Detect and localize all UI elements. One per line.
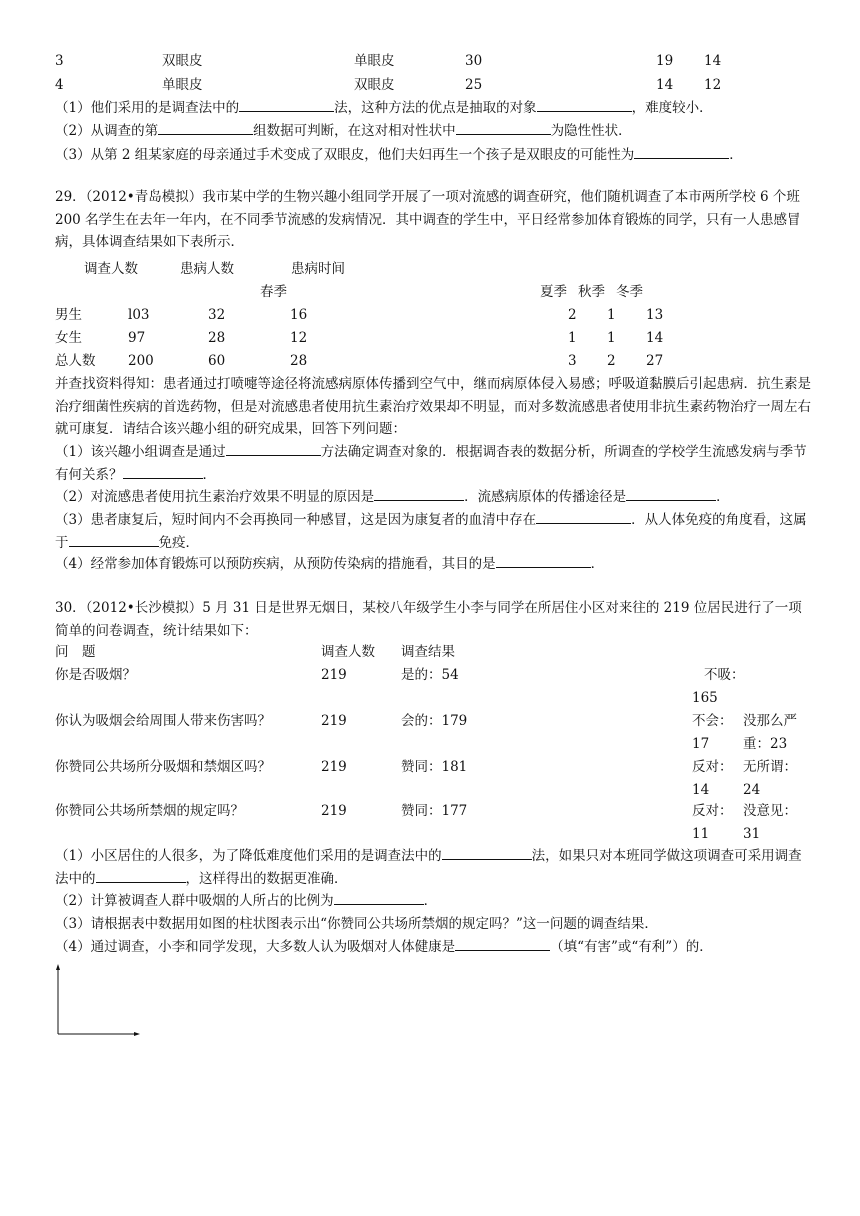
q29-info: 并查找资料得知：患者通过打喷嚏等途径将流感病原体传播到空气中，继而病原体侵入易感；呼吸道黏膜后引起患病．抗生素是治疗细菌性疾病的首选药物，但是对流感患者使用抗生素治疗效果却不明显，而对多数流感患者使用非抗生素药物治疗一周左右就可康复．请结合该兴趣小组的研究成果，回答下列问题： bbox=[55, 376, 811, 437]
result-3-value: 重：23 bbox=[743, 736, 788, 752]
q29-sub3 bbox=[55, 509, 815, 554]
q29-sub1 bbox=[55, 441, 815, 486]
summer-count: 1 bbox=[568, 330, 577, 346]
q28-sub3-text-a: （3）从第 2 组某家庭的母亲通过手术变成了双眼皮，他们夫妇再生一个孩子是双眼皮的可能性为 bbox=[55, 147, 635, 163]
single-eyelid-count: 12 bbox=[704, 77, 722, 93]
sick-count: 28 bbox=[208, 330, 226, 346]
result-2-label: 不吸： bbox=[704, 667, 745, 683]
result-3-value: 24 bbox=[743, 782, 761, 798]
q30-sub1 bbox=[55, 845, 815, 890]
result-2-value: 14 bbox=[692, 782, 710, 798]
result-1: 赞同：177 bbox=[401, 803, 468, 819]
q28-sub1-text-c: ，难度较小． bbox=[631, 100, 713, 116]
sick-count: 60 bbox=[208, 353, 226, 369]
q29-sub2-text-a: （2）对流感患者使用抗生素治疗效果不明显的原因是 bbox=[55, 489, 375, 505]
q28-sub2-text-a: （2）从调查的第 bbox=[55, 123, 159, 139]
y-axis-arrow-icon bbox=[56, 964, 60, 970]
q28-sub2-text-b: 组数据可判断，在这对相对性状中 bbox=[253, 123, 456, 139]
survey-count: 219 bbox=[321, 667, 347, 683]
q28-sub2 bbox=[55, 120, 632, 143]
double-eyelid-count: 19 bbox=[656, 53, 674, 69]
q29-sub2-text-c: ． bbox=[716, 489, 730, 505]
survey-count: 219 bbox=[321, 713, 347, 729]
answer-blank[interactable] bbox=[123, 464, 203, 479]
surveyed-count: 200 bbox=[128, 353, 154, 369]
mother-trait: 双眼皮 bbox=[354, 77, 395, 93]
group-number: 3 bbox=[55, 53, 64, 69]
header-count: 调查人数 bbox=[321, 644, 375, 660]
winter-count: 27 bbox=[646, 353, 664, 369]
survey-question: 你赞同公共场所禁烟的规定吗？ bbox=[55, 803, 244, 819]
q29-sub4-text-b: ． bbox=[590, 556, 605, 572]
q28-sub1-text-a: （1）他们采用的是调查法中的 bbox=[55, 100, 240, 116]
q29-sub4-text-a: （4）经常参加体育锻炼可以预防疾病，从预防传染病的措施看，其目的是 bbox=[55, 556, 496, 572]
q30-intro: 30．（2012•长沙模拟）5 月 31 日是世界无烟日，某校八年级学生小李与同学在所居住小区对来往的 219 位居民进行了一项简单的问卷调查，统计结果如下： bbox=[55, 600, 802, 639]
mother-trait: 单眼皮 bbox=[354, 53, 395, 69]
q28-sub3 bbox=[55, 144, 743, 167]
autumn-count: 1 bbox=[607, 330, 616, 346]
row-label: 男生 bbox=[55, 307, 82, 323]
result-1: 赞同：181 bbox=[401, 759, 468, 775]
result-3-label: 没那么严 bbox=[743, 713, 797, 729]
q29-sub3-text-c: 免疫． bbox=[158, 534, 199, 551]
answer-blank[interactable] bbox=[226, 441, 321, 456]
row-label: 总人数 bbox=[55, 353, 96, 369]
q29-sub2-text-b: ．流感病原体的传播途径是 bbox=[464, 489, 627, 505]
survey-question: 你赞同公共场所分吸烟和禁烟区吗？ bbox=[55, 759, 271, 775]
sick-count: 32 bbox=[208, 307, 226, 323]
answer-blank[interactable] bbox=[374, 486, 464, 501]
q30-sub2-text-a: （2）计算被调查人群中吸烟的人所占的比例为 bbox=[55, 893, 334, 909]
result-1: 会的：179 bbox=[401, 713, 468, 729]
father-trait: 双眼皮 bbox=[162, 53, 203, 69]
result-2-value: 11 bbox=[692, 826, 710, 842]
header-sick: 患病人数 bbox=[180, 261, 234, 277]
q29-sub3-text-a: （3）患者康复后，短时间内不会再换同一种感冒，这是因为康复者的血清中存在 bbox=[55, 512, 537, 528]
header-spring: 春季 bbox=[260, 284, 287, 300]
q28-sub3-text-b: ． bbox=[729, 147, 743, 163]
answer-blank[interactable] bbox=[442, 845, 532, 860]
result-2-label: 反对： bbox=[692, 803, 733, 819]
result-1: 是的：54 bbox=[401, 667, 459, 683]
result-3-value: 31 bbox=[743, 826, 761, 842]
x-axis-arrow-icon bbox=[134, 1032, 140, 1036]
autumn-count: 2 bbox=[607, 353, 616, 369]
double-eyelid-count: 14 bbox=[656, 77, 674, 93]
q30-sub3: （3）请根据表中数据用如图的柱状图表示出“你赞同公共场所禁烟的规定吗？”这一问题的调查结果． bbox=[55, 916, 658, 932]
result-3-label: 无所谓： bbox=[743, 759, 797, 775]
q28-sub2-text-c: 为隐性性状． bbox=[550, 123, 632, 139]
answer-blank[interactable] bbox=[455, 936, 550, 951]
q30-sub2 bbox=[55, 890, 437, 913]
answer-blank[interactable] bbox=[634, 144, 729, 159]
q29-sub1-text-c: ． bbox=[202, 466, 216, 483]
header-winter: 冬季 bbox=[616, 284, 643, 300]
q30-sub4 bbox=[55, 936, 713, 959]
survey-question: 你是否吸烟？ bbox=[55, 667, 136, 683]
winter-count: 13 bbox=[646, 307, 664, 323]
q30-sub1-text-c: ，这样得出的数据更准确． bbox=[185, 870, 348, 887]
q28-sub1-text-b: 法，这种方法的优点是抽取的对象 bbox=[334, 100, 537, 116]
header-result: 调查结果 bbox=[401, 644, 455, 660]
answer-blank[interactable] bbox=[536, 509, 631, 524]
q30-sub4-text-b: （填“有害”或“有利”）的． bbox=[550, 939, 713, 955]
group-number: 4 bbox=[55, 77, 64, 93]
answer-blank[interactable] bbox=[496, 553, 591, 568]
q29-sub1-text-b: 方法确定调查对象的．根据调杳表的数据分析，所调查的学校学生流感发病与季节有何关系？ bbox=[55, 444, 807, 483]
header-surveyed: 调查人数 bbox=[84, 261, 138, 277]
answer-blank[interactable] bbox=[239, 97, 334, 112]
answer-blank[interactable] bbox=[626, 486, 716, 501]
answer-blank[interactable] bbox=[456, 120, 551, 135]
result-2-value: 17 bbox=[692, 736, 710, 752]
header-time: 患病时间 bbox=[291, 261, 345, 277]
spring-count: 28 bbox=[290, 353, 308, 369]
result-2-value: 165 bbox=[692, 690, 718, 706]
row-label: 女生 bbox=[55, 330, 82, 346]
survey-count: 219 bbox=[321, 759, 347, 775]
autumn-count: 1 bbox=[607, 307, 616, 323]
header-question: 问 题 bbox=[55, 644, 96, 660]
father-trait: 单眼皮 bbox=[162, 77, 203, 93]
q29-sub4 bbox=[55, 553, 604, 576]
answer-blank[interactable] bbox=[537, 97, 632, 112]
result-2-label: 反对： bbox=[692, 759, 733, 775]
family-count: 25 bbox=[465, 77, 483, 93]
spring-count: 12 bbox=[290, 330, 308, 346]
blank-bar-chart-axes bbox=[52, 960, 147, 1040]
header-summer: 夏季 bbox=[540, 284, 567, 300]
q30-sub2-text-b: ． bbox=[423, 893, 438, 909]
spring-count: 16 bbox=[290, 307, 308, 323]
winter-count: 14 bbox=[646, 330, 664, 346]
result-3-label: 没意见： bbox=[743, 803, 797, 819]
q29-intro: 29．（2012•青岛模拟）我市某中学的生物兴趣小组同学开展了一项对流感的调查研究，他们随机调查了本市两所学校 6 个班 200 名学生在去年一年内，在不同季节流感的发病情况．其中调查的学生中，平日经常参加体育锻炼的同学，只有一人患感冒病，具体调查结果如下表所示． bbox=[55, 189, 801, 250]
family-count: 30 bbox=[465, 53, 483, 69]
q29-sub2 bbox=[55, 486, 730, 509]
q28-sub1 bbox=[55, 97, 713, 120]
q29-sub1-text-a: （1）该兴趣小组调查是通过 bbox=[55, 444, 226, 460]
header-autumn: 秋季 bbox=[578, 284, 605, 300]
q30-sub1-text-b: 法，如果只对本班同学做这项调查可采用调查法中的 bbox=[55, 848, 802, 887]
survey-count: 219 bbox=[321, 803, 347, 819]
answer-blank[interactable] bbox=[158, 120, 253, 135]
survey-question: 你认为吸烟会给周围人带来伤害吗？ bbox=[55, 713, 271, 729]
q30-sub1-text-a: （1）小区居住的人很多，为了降低难度他们采用的是调查法中的 bbox=[55, 848, 442, 864]
answer-blank[interactable] bbox=[96, 868, 186, 883]
summer-count: 2 bbox=[568, 307, 577, 323]
q29-sub3-text-b: ．从人体免疫的角度看，这属于 bbox=[55, 512, 807, 551]
surveyed-count: l03 bbox=[128, 307, 150, 323]
single-eyelid-count: 14 bbox=[704, 53, 722, 69]
answer-blank[interactable] bbox=[69, 532, 159, 547]
q30-sub4-text-a: （4）通过调查，小李和同学发现，大多数人认为吸烟对人体健康是 bbox=[55, 939, 456, 955]
result-2-label: 不会： bbox=[692, 713, 733, 729]
surveyed-count: 97 bbox=[128, 330, 146, 346]
summer-count: 3 bbox=[568, 353, 577, 369]
answer-blank[interactable] bbox=[334, 890, 424, 905]
